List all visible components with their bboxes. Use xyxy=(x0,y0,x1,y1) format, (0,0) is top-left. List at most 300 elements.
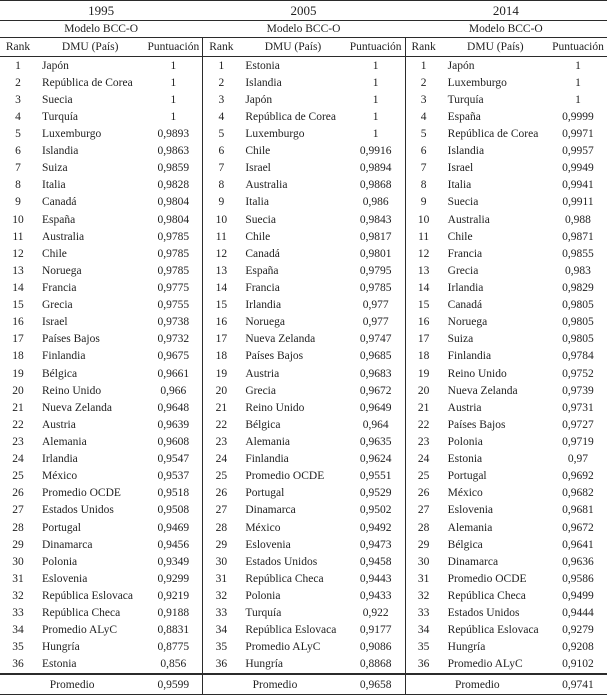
rank-cell: 34 xyxy=(12,624,24,637)
score-cell: 0,9957 xyxy=(562,145,594,158)
score-cell: 0,9829 xyxy=(562,281,594,294)
country-cell: Nueva Zelanda xyxy=(245,333,316,346)
country-cell: Canadá xyxy=(447,299,483,312)
country-cell: Eslovenia xyxy=(42,572,88,585)
country-cell: Estados Unidos xyxy=(245,555,318,568)
country-cell: República de Corea xyxy=(447,127,539,140)
score-cell: 0,9681 xyxy=(562,504,594,517)
score-cell: 0,9785 xyxy=(157,247,190,260)
rank-cell: 10 xyxy=(417,213,430,226)
table-row xyxy=(406,536,607,553)
country-cell: Finlandia xyxy=(245,453,289,466)
column-headers-2005 xyxy=(203,38,404,57)
score-cell: 0,9775 xyxy=(157,281,190,294)
table-row xyxy=(406,433,607,450)
score-cell: 0,9188 xyxy=(157,607,190,620)
score-cell: 0,9551 xyxy=(359,470,392,483)
rank-cell: 28 xyxy=(12,521,24,534)
rank-cell: 33 xyxy=(12,607,24,620)
score-cell: 0,9859 xyxy=(157,162,190,175)
country-cell: Chile xyxy=(42,247,67,260)
rank-cell: 17 xyxy=(417,333,430,346)
table-row xyxy=(203,399,404,416)
dmu-column-header: DMU (País) xyxy=(467,41,524,53)
country-cell: Luxemburgo xyxy=(447,76,507,89)
rank-cell: 5 xyxy=(420,127,427,140)
rank-cell: 23 xyxy=(215,435,228,448)
average-label: Promedio xyxy=(252,678,298,691)
country-cell: Noruega xyxy=(447,316,488,329)
country-cell: Australia xyxy=(42,230,85,243)
rank-cell: 10 xyxy=(12,213,24,226)
table-row xyxy=(0,451,202,468)
table-row xyxy=(203,245,404,262)
table-row xyxy=(0,348,202,365)
rank-cell: 28 xyxy=(215,521,228,534)
rank-cell: 30 xyxy=(12,555,24,568)
country-cell: Suecia xyxy=(245,213,276,226)
rank-cell: 8 xyxy=(218,179,225,192)
country-cell: Chile xyxy=(245,145,271,158)
rank-cell: 11 xyxy=(418,230,430,243)
rank-cell: 13 xyxy=(417,264,430,277)
table-row xyxy=(406,91,607,108)
table-row xyxy=(406,228,607,245)
country-cell: Canadá xyxy=(42,196,77,209)
score-cell: 0,9499 xyxy=(562,589,594,602)
rank-cell: 20 xyxy=(215,384,228,397)
score-cell: 0,9473 xyxy=(359,538,392,551)
table-row xyxy=(406,57,607,74)
country-cell: Grecia xyxy=(245,384,276,397)
table-row xyxy=(203,622,404,639)
rank-cell: 16 xyxy=(417,316,430,329)
score-cell: 0,9639 xyxy=(157,418,190,431)
score-cell: 0,9177 xyxy=(359,624,392,637)
country-cell: Chile xyxy=(245,230,271,243)
table-row xyxy=(203,553,404,570)
score-cell: 0,9586 xyxy=(562,572,594,585)
rank-cell: 2 xyxy=(420,76,427,89)
table-row xyxy=(406,382,607,399)
country-cell: Hungría xyxy=(245,658,284,671)
table-row xyxy=(0,262,202,279)
rank-cell: 29 xyxy=(12,538,24,551)
section-2014 xyxy=(405,1,607,694)
score-cell: 1 xyxy=(575,93,581,106)
country-cell: Polonia xyxy=(245,589,281,602)
score-cell: 0,9804 xyxy=(157,196,190,209)
rank-cell: 6 xyxy=(420,145,427,158)
score-cell: 0,9738 xyxy=(157,316,190,329)
column-headers-2014 xyxy=(406,38,607,57)
rank-cell: 8 xyxy=(420,179,427,192)
country-cell: Italia xyxy=(447,179,472,192)
table-row xyxy=(0,365,202,382)
score-cell: 0,9672 xyxy=(562,521,594,534)
score-cell: 0,9747 xyxy=(359,333,392,346)
rank-cell: 23 xyxy=(417,435,430,448)
year-header-2014: 2014 xyxy=(405,1,607,21)
country-cell: Francia xyxy=(245,281,280,294)
average-row-1995 xyxy=(0,673,202,694)
table-row xyxy=(203,143,404,160)
rank-cell: 12 xyxy=(215,247,228,260)
rank-cell: 15 xyxy=(215,299,228,312)
score-cell: 0,9661 xyxy=(157,367,190,380)
table-row xyxy=(0,143,202,160)
country-cell: Italia xyxy=(42,179,66,192)
score-cell: 1 xyxy=(575,59,581,72)
table-row xyxy=(0,177,202,194)
rank-cell: 20 xyxy=(12,384,24,397)
country-cell: Islandia xyxy=(42,145,79,158)
rank-cell: 32 xyxy=(417,589,430,602)
score-cell: 0,9804 xyxy=(157,213,190,226)
country-cell: Israel xyxy=(245,162,271,175)
table-row xyxy=(0,245,202,262)
score-cell: 0,9444 xyxy=(562,607,594,620)
rank-cell: 9 xyxy=(218,196,225,209)
table-row xyxy=(0,314,202,331)
country-cell: Reino Unido xyxy=(447,367,507,380)
country-cell: Suecia xyxy=(447,196,479,209)
score-cell: 0,9971 xyxy=(562,127,594,140)
country-cell: Nueva Zelanda xyxy=(447,384,518,397)
table-row xyxy=(203,228,404,245)
country-cell: Promedio ALyC xyxy=(42,624,118,637)
score-cell: 0,9805 xyxy=(562,316,594,329)
country-cell: Polonia xyxy=(447,435,483,448)
score-cell: 1 xyxy=(170,93,177,106)
table-row xyxy=(406,160,607,177)
table-row xyxy=(0,622,202,639)
score-cell: 0,9739 xyxy=(562,384,594,397)
table-row xyxy=(203,279,404,296)
score-cell: 0,9672 xyxy=(359,384,392,397)
score-cell: 1 xyxy=(372,110,379,123)
average-row-2014 xyxy=(406,673,607,694)
country-cell: Turquía xyxy=(42,110,78,123)
rank-cell: 33 xyxy=(215,607,228,620)
rank-cell: 26 xyxy=(215,487,228,500)
country-cell: Promedio OCDE xyxy=(447,572,527,585)
table-row xyxy=(203,211,404,228)
rank-cell: 8 xyxy=(15,179,21,192)
average-value: 0,9741 xyxy=(562,678,594,691)
score-cell: 0,9675 xyxy=(157,350,190,363)
rank-cell: 2 xyxy=(218,76,225,89)
table-row xyxy=(203,108,404,125)
score-cell: 0,9433 xyxy=(359,589,392,602)
column-headers-1995 xyxy=(0,38,202,57)
score-cell: 0,9537 xyxy=(157,470,190,483)
rank-cell: 14 xyxy=(215,281,228,294)
score-cell: 0,9784 xyxy=(562,350,594,363)
rank-cell: 6 xyxy=(15,145,21,158)
country-cell: España xyxy=(447,110,481,123)
table-row xyxy=(406,622,607,639)
score-cell: 1 xyxy=(372,76,379,89)
country-cell: España xyxy=(42,213,76,226)
table-row xyxy=(0,382,202,399)
rank-cell: 21 xyxy=(417,401,430,414)
table-row xyxy=(406,331,607,348)
rank-cell: 35 xyxy=(417,641,430,654)
score-cell: 0,9635 xyxy=(359,435,392,448)
rank-cell: 36 xyxy=(417,658,430,671)
rank-cell: 25 xyxy=(12,470,24,483)
score-cell: 0,9732 xyxy=(157,333,190,346)
score-cell: 0,9349 xyxy=(157,555,190,568)
rank-cell: 14 xyxy=(417,281,430,294)
table-row xyxy=(0,587,202,604)
table-row xyxy=(203,485,404,502)
rank-cell: 7 xyxy=(420,162,427,175)
score-cell: 0,9805 xyxy=(562,299,594,312)
country-cell: Hungría xyxy=(447,641,486,654)
score-cell: 1 xyxy=(372,127,379,140)
score-cell: 0,9458 xyxy=(359,555,392,568)
score-cell: 0,9624 xyxy=(359,453,392,466)
score-cell: 0,9502 xyxy=(359,504,392,517)
rank-cell: 20 xyxy=(417,384,430,397)
table-row xyxy=(406,297,607,314)
table-row xyxy=(203,536,404,553)
rank-cell: 18 xyxy=(417,350,430,363)
country-cell: Austria xyxy=(447,401,482,414)
table-row xyxy=(203,297,404,314)
rank-cell: 15 xyxy=(12,299,24,312)
score-cell: 0,9547 xyxy=(157,453,190,466)
country-cell: Dinamarca xyxy=(42,538,93,551)
score-cell: 1 xyxy=(170,110,177,123)
rank-cell: 7 xyxy=(15,162,21,175)
model-header-2014: Modelo BCC-O xyxy=(405,21,607,38)
score-cell: 0,9685 xyxy=(359,350,392,363)
table-row xyxy=(406,605,607,622)
score-cell: 0,9949 xyxy=(562,162,594,175)
rank-cell: 22 xyxy=(12,418,24,431)
country-cell: México xyxy=(447,487,483,500)
table-row xyxy=(406,211,607,228)
table-row xyxy=(203,416,404,433)
table-row xyxy=(203,382,404,399)
table-row xyxy=(406,194,607,211)
score-column-header: Puntuación xyxy=(147,41,200,53)
country-cell: Australia xyxy=(245,179,288,192)
rank-cell: 16 xyxy=(215,316,228,329)
table-row xyxy=(203,451,404,468)
rank-column-header: Rank xyxy=(5,41,31,53)
year-header-1995: 1995 xyxy=(0,1,202,21)
table-row xyxy=(406,416,607,433)
table-row xyxy=(203,314,404,331)
table-row xyxy=(0,160,202,177)
rank-cell: 35 xyxy=(215,641,228,654)
rank-cell: 23 xyxy=(12,435,24,448)
country-cell: Estados Unidos xyxy=(42,504,114,517)
score-cell: 0,9208 xyxy=(562,641,594,654)
section-1995-grid xyxy=(0,38,202,694)
score-cell: 0,9102 xyxy=(562,658,594,671)
rank-cell: 31 xyxy=(417,572,430,585)
rank-cell: 17 xyxy=(12,333,24,346)
score-cell: 0,9529 xyxy=(359,487,392,500)
table-row xyxy=(406,314,607,331)
country-cell: Finlandia xyxy=(447,350,492,363)
country-cell: Irlandia xyxy=(245,299,282,312)
score-cell: 0,964 xyxy=(362,418,389,431)
rank-cell: 4 xyxy=(420,110,427,123)
model-header-1995: Modelo BCC-O xyxy=(0,21,202,38)
table-row xyxy=(406,74,607,91)
score-cell: 0,922 xyxy=(362,607,389,620)
score-cell: 0,9492 xyxy=(359,521,392,534)
country-cell: Israel xyxy=(447,162,474,175)
country-cell: México xyxy=(42,470,78,483)
rank-cell: 13 xyxy=(215,264,228,277)
average-value: 0,9658 xyxy=(359,678,392,691)
country-cell: Nueva Zelanda xyxy=(42,401,112,414)
rank-cell: 24 xyxy=(215,453,228,466)
rank-cell: 5 xyxy=(15,127,21,140)
country-cell: Israel xyxy=(42,316,68,329)
table-row xyxy=(0,108,202,125)
country-cell: Grecia xyxy=(447,264,479,277)
table-row xyxy=(203,177,404,194)
table-row xyxy=(203,468,404,485)
score-column-header: Puntuación xyxy=(349,41,402,53)
dmu-column-header: DMU (País) xyxy=(61,41,119,53)
country-cell: Hungría xyxy=(42,641,80,654)
score-cell: 0,9219 xyxy=(157,589,190,602)
rank-cell: 26 xyxy=(417,487,430,500)
rank-cell: 13 xyxy=(12,264,24,277)
rank-cell: 22 xyxy=(417,418,430,431)
country-cell: Dinamarca xyxy=(245,504,296,517)
country-cell: Francia xyxy=(42,281,77,294)
score-cell: 0,9518 xyxy=(157,487,190,500)
table-row xyxy=(0,605,202,622)
table-row xyxy=(203,570,404,587)
rank-cell: 34 xyxy=(417,624,430,637)
rank-cell: 29 xyxy=(215,538,228,551)
score-cell: 0,9086 xyxy=(359,641,392,654)
score-cell: 0,9801 xyxy=(359,247,392,260)
rank-cell: 18 xyxy=(215,350,228,363)
country-cell: Promedio ALyC xyxy=(245,641,321,654)
table-row xyxy=(0,211,202,228)
table-row xyxy=(0,570,202,587)
rank-cell: 25 xyxy=(417,470,430,483)
table-row xyxy=(0,125,202,142)
country-cell: Estonia xyxy=(42,658,77,671)
score-cell: 0,856 xyxy=(160,658,187,671)
rank-cell: 3 xyxy=(15,93,21,106)
section-2005-grid xyxy=(202,38,404,694)
table-row xyxy=(406,262,607,279)
table-row xyxy=(406,502,607,519)
table-row xyxy=(406,639,607,656)
rank-cell: 26 xyxy=(12,487,24,500)
table-row xyxy=(0,399,202,416)
country-cell: Reino Unido xyxy=(245,401,305,414)
score-cell: 0,9683 xyxy=(359,367,392,380)
country-cell: Luxemburgo xyxy=(42,127,102,140)
country-cell: Bélgica xyxy=(42,367,78,380)
average-label: Promedio xyxy=(49,678,95,691)
score-cell: 0,9999 xyxy=(562,110,594,123)
rank-cell: 17 xyxy=(215,333,228,346)
score-cell: 0,9785 xyxy=(157,230,190,243)
score-cell: 0,9608 xyxy=(157,435,190,448)
rank-cell: 29 xyxy=(417,538,430,551)
table-row xyxy=(203,656,404,673)
country-cell: Suecia xyxy=(42,93,73,106)
score-cell: 0,9755 xyxy=(157,299,190,312)
score-cell: 0,977 xyxy=(362,316,389,329)
table-row xyxy=(0,74,202,91)
table-row xyxy=(406,587,607,604)
rank-cell: 9 xyxy=(420,196,427,209)
rank-column-header: Rank xyxy=(411,41,436,53)
table-row xyxy=(203,502,404,519)
score-cell: 0,8775 xyxy=(157,641,190,654)
country-cell: Irlandia xyxy=(42,453,78,466)
table-row xyxy=(406,468,607,485)
rank-cell: 5 xyxy=(218,127,225,140)
score-cell: 0,97 xyxy=(567,453,589,466)
score-cell: 0,9805 xyxy=(562,333,594,346)
country-cell: Turquía xyxy=(447,93,484,106)
table-row xyxy=(0,279,202,296)
table-row xyxy=(0,536,202,553)
score-cell: 0,9828 xyxy=(157,179,190,192)
country-cell: Suiza xyxy=(447,333,474,346)
score-cell: 0,977 xyxy=(362,299,389,312)
rank-cell: 19 xyxy=(417,367,430,380)
table-row xyxy=(203,160,404,177)
score-cell: 0,9731 xyxy=(562,401,594,414)
rank-cell: 11 xyxy=(215,230,227,243)
rank-cell: 30 xyxy=(215,555,228,568)
rank-cell: 9 xyxy=(15,196,21,209)
country-cell: Luxemburgo xyxy=(245,127,305,140)
table-row xyxy=(406,348,607,365)
table-row xyxy=(0,639,202,656)
score-cell: 1 xyxy=(170,59,177,72)
country-cell: Finlandia xyxy=(42,350,86,363)
country-cell: Portugal xyxy=(447,470,487,483)
country-cell: República de Corea xyxy=(42,76,133,89)
country-cell: Alemania xyxy=(447,521,493,534)
rank-cell: 22 xyxy=(215,418,228,431)
score-cell: 0,9893 xyxy=(157,127,190,140)
country-cell: Irlandia xyxy=(447,281,484,294)
average-label: Promedio xyxy=(454,678,500,691)
score-cell: 0,9469 xyxy=(157,521,190,534)
rank-cell: 1 xyxy=(218,59,225,72)
dmu-column-header: DMU (País) xyxy=(264,41,322,53)
country-cell: República Eslovaca xyxy=(447,624,539,637)
rank-cell: 32 xyxy=(12,589,24,602)
country-cell: República Checa xyxy=(42,607,121,620)
country-cell: Italia xyxy=(245,196,269,209)
country-cell: República Checa xyxy=(245,572,324,585)
score-cell: 0,9641 xyxy=(562,538,594,551)
rank-cell: 1 xyxy=(15,59,21,72)
